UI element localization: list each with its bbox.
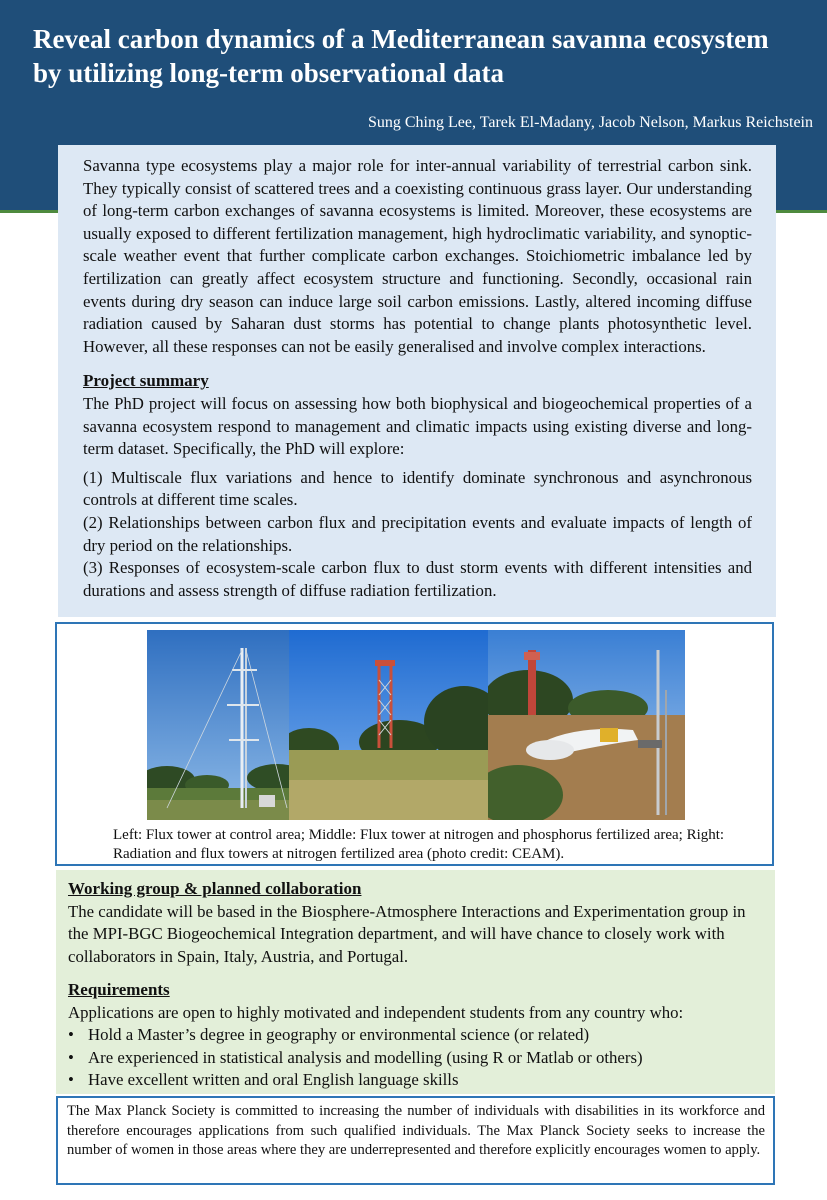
requirements-list xyxy=(68,1024,763,1092)
project-item-2: (2) Relationships between carbon flux and precipitation events and evaluate impacts of length of dry period on the relationships. xyxy=(83,512,752,555)
photo-caption: Left: Flux tower at control area; Middle: Flux tower at nitrogen and phosphorus fertilized area; Right: Radiation and flux towers at nitrogen fertilized area (photo credit: CEAM). xyxy=(113,827,725,862)
photo-strip xyxy=(147,630,685,820)
intro-section xyxy=(58,145,776,617)
photo-panel xyxy=(55,622,774,866)
requirement-text: Are experienced in statistical analysis and modelling (using R or Matlab or others) xyxy=(88,1047,643,1067)
title-line-1: Reveal carbon dynamics of a Mediterranean savanna ecosystem xyxy=(33,24,769,54)
np-tower-image xyxy=(289,630,488,820)
photo-control-tower xyxy=(147,630,289,820)
authors: Sung Ching Lee, Tarek El-Madany, Jacob Nelson, Markus Reichstein xyxy=(367,114,813,131)
working-group-section xyxy=(56,870,775,1094)
intro-paragraph: Savanna type ecosystems play a major role for inter-annual variability of terrestrial carbon sink. They typically consist of scattered trees and a coexisting continuous grass layer. Our understanding of long-term carbon exchanges of savanna ecosystems is limited. Moreover, these ecosystems are usually exposed to different fertilization management, high hydroclimatic variability, and synoptic-scale weather event that further complicate carbon exchanges. Stoichiometric imbalance led by fertilization can greatly affect ecosystem structure and functioning. Secondly, occasional rain events during dry season can induce large soil carbon emissions. Lastly, altered incoming diffuse radiation caused by Saharan dust storms has potential to change plants photosynthetic level. However, all these responses can not be easily generalised and involve complex interactions. xyxy=(83,156,752,356)
requirement-text: Have excellent written and oral English language skills xyxy=(88,1070,459,1089)
equal-opportunity-notice xyxy=(56,1096,775,1185)
photo-n-towers xyxy=(488,630,685,820)
notice-text: The Max Planck Society is committed to increasing the number of individuals with disabilities in its workforce and therefore encourages applications from such qualified individuals. The Max Planck Society seeks to increase the number of women in those areas where they are underrepresented and therefore explicitly encourages women to apply. xyxy=(67,1103,765,1158)
page-title xyxy=(33,22,813,90)
working-group-text: The candidate will be based in the Biosphere-Atmosphere Interactions and Experimentation group in the MPI-BGC Biogeochemical Integration department, and will have chance to closely work with collaborators in Spain, Italy, Austria, and Portugal. xyxy=(68,901,746,966)
requirements-heading: Requirements xyxy=(68,980,170,999)
project-item-3: (3) Responses of ecosystem-scale carbon flux to dust storm events with different intensities and durations and assess strength of diffuse radiation fertilization. xyxy=(83,558,752,600)
working-group-heading: Working group & planned collaboration xyxy=(68,879,362,898)
project-summary-heading: Project summary xyxy=(83,371,209,391)
requirement-text: Hold a Master’s degree in geography or environmental science (or related) xyxy=(88,1025,590,1044)
bullet-icon: • xyxy=(68,1025,74,1044)
project-item-1: (1) Multiscale flux variations and hence to identify dominate synchronous and asynchronous controls at different time scales. xyxy=(83,467,752,510)
title-line-2: by utilizing long-term observational data xyxy=(33,58,504,88)
n-towers-image xyxy=(488,630,685,820)
photo-np-tower xyxy=(289,630,488,820)
list-item xyxy=(68,1069,763,1092)
bullet-icon: • xyxy=(68,1047,74,1067)
list-item xyxy=(68,1024,763,1047)
control-tower-image xyxy=(147,630,289,820)
requirements-intro: Applications are open to highly motivated and independent students from any country who: xyxy=(68,1002,684,1022)
list-item xyxy=(68,1047,763,1070)
project-summary-text: The PhD project will focus on assessing how both biophysical and biogeochemical properties of a savanna ecosystem respond to management and climatic impacts using existing diverse and long-term dataset. Specifically, the PhD will explore: xyxy=(83,393,752,459)
bullet-icon: • xyxy=(68,1070,74,1089)
